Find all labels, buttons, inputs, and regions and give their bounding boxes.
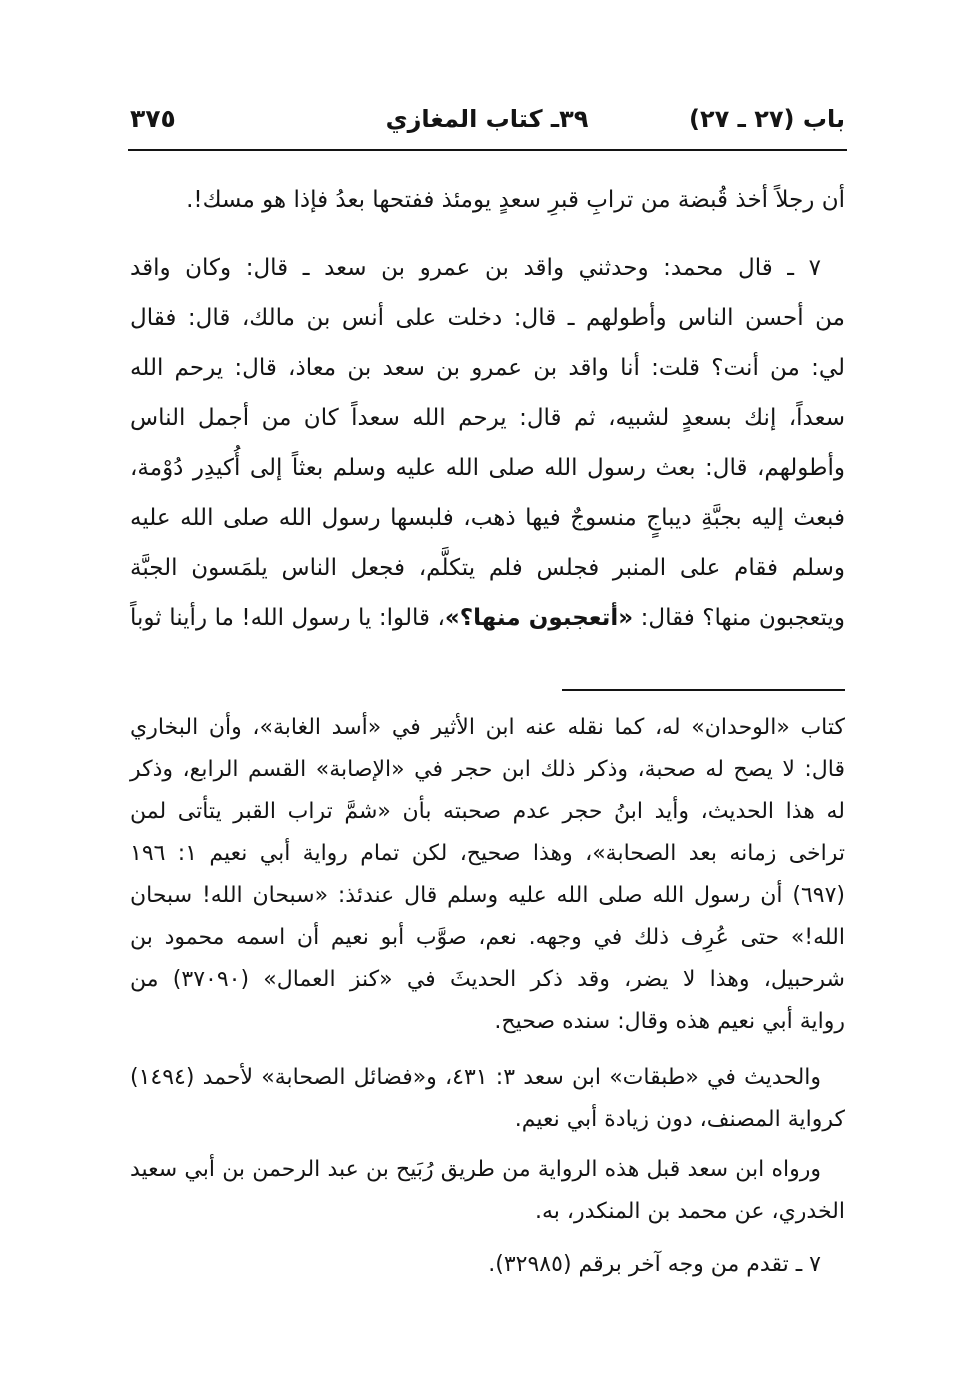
footnote-paragraph (130, 707, 845, 1043)
footnote-line: ورواه ابن سعد قبل هذه الرواية من طريق رُبَيح بن عبد الرحمن بن أبي سعيد (130, 1157, 821, 1182)
main-text-segment: ، قالوا: يا رسول الله! ما رأينا ثوباً (130, 605, 445, 631)
main-text-line: سعداً، إنك بسعدٍ لشبيه، ثم قال: يرحم الله سعداً كان من أجمل الناس (130, 405, 845, 431)
header-rule (128, 149, 847, 151)
main-text-segment: ويتعجبون منها؟ فقال: (633, 605, 845, 631)
main-text-line: لي: من أنت؟ قلت: أنا واقد بن عمرو بن سعد بن معاذ، قال: يرحم الله (130, 355, 845, 381)
footnote-paragraph (130, 1244, 845, 1286)
main-text-line: من أحسن الناس وأطولهم ـ قال: دخلت على أنس بن مالك، قال: فقال (130, 305, 845, 331)
book-title: ٣٩ـ كتاب المغازي (385, 105, 589, 133)
footnote-line: الخدري، عن محمد بن المنكدر، به. (535, 1199, 845, 1224)
footnote-line: قال: لا يصح له صحبة، وذكر ذلك ابن حجر في «الإصابة» القسم الرابع، وذكر (130, 757, 845, 782)
footnote-line: (٦٩٧) أن رسول الله صلى الله عليه وسلم قال عندئذ: «سبحان الله! سبحان (130, 883, 845, 908)
main-text-line: أن رجلاً أخذ قُبضة من ترابِ قبرِ سعدٍ يومئذ ففتحها بعدُ فإذا هو مسك!. (186, 187, 845, 213)
footnote-line: له هذا الحديث، وأيد ابنُ حجر عدم صحبته بأن «شمَّ تراب القبر يتأتى لمن (130, 799, 845, 824)
footnote-line: شرحبيل، وهذا لا يضر، وقد ذكر الحديثَ في «كنز العمال» (٣٧٠٩٠) من (130, 967, 845, 992)
footnote-line: تراخى زمانه بعد الصحابة»، وهذا صحيح، لكن تمام رواية أبي نعيم ١: ١٩٦ (130, 841, 846, 866)
main-paragraph (130, 177, 845, 223)
main-text-line: ٧ ـ قال محمد: وحدثني واقد بن عمرو بن سعد ـ قال: وكان واقد (130, 255, 821, 281)
chapter-reference: باب (٢٧ ـ ٢٧) (689, 105, 845, 133)
footnote-line: كرواية المصنف، دون زيادة أبي نعيم. (514, 1107, 845, 1132)
footnote-line: والحديث في «طبقات» ابن سعد ٣: ٤٣١، و«فضائل الصحابة» لأحمد (١٤٩٤) (130, 1065, 822, 1090)
main-text-line: وأطولهم، قال: بعث رسول الله صلى الله عليه وسلم بعثاً إلى أُكيدِر دُوْمة، (130, 455, 845, 481)
footnote-separator (562, 689, 845, 691)
main-text-line (130, 593, 845, 643)
page-number: ٣٧٥ (130, 104, 176, 133)
footnote-line: كتاب «الوحدان» له، كما نقله عنه ابن الأثير في «أسد الغابة»، وأن البخاري (130, 715, 845, 740)
main-text-line: وسلم فقام على المنبر فجلس فلم يتكلَّم، فجعل الناس يلمَسون الجبَّة (130, 555, 845, 581)
footnote-line: الله!» حتى عُرِف ذلك في وجهه. نعم، صوَّب أبو نعيم أن اسمه محمود بن (130, 925, 845, 950)
footnote-paragraph (130, 1057, 845, 1141)
footnote-paragraph (130, 1149, 845, 1233)
footnote-line: ٧ ـ تقدم من وجه آخر برقم (٣٢٩٨٥). (488, 1252, 821, 1277)
prophetic-quote: «أتعجبون منها؟» (444, 605, 634, 631)
main-paragraph (130, 243, 845, 643)
main-text-line: فبعث إليه بجبَّةِ ديباجٍ منسوجٌ فيها ذهب، فلبسها رسول الله صلى الله عليه (130, 505, 845, 531)
footnote-line: رواية أبي نعيم هذه وقال: سنده صحيح. (494, 1009, 845, 1034)
